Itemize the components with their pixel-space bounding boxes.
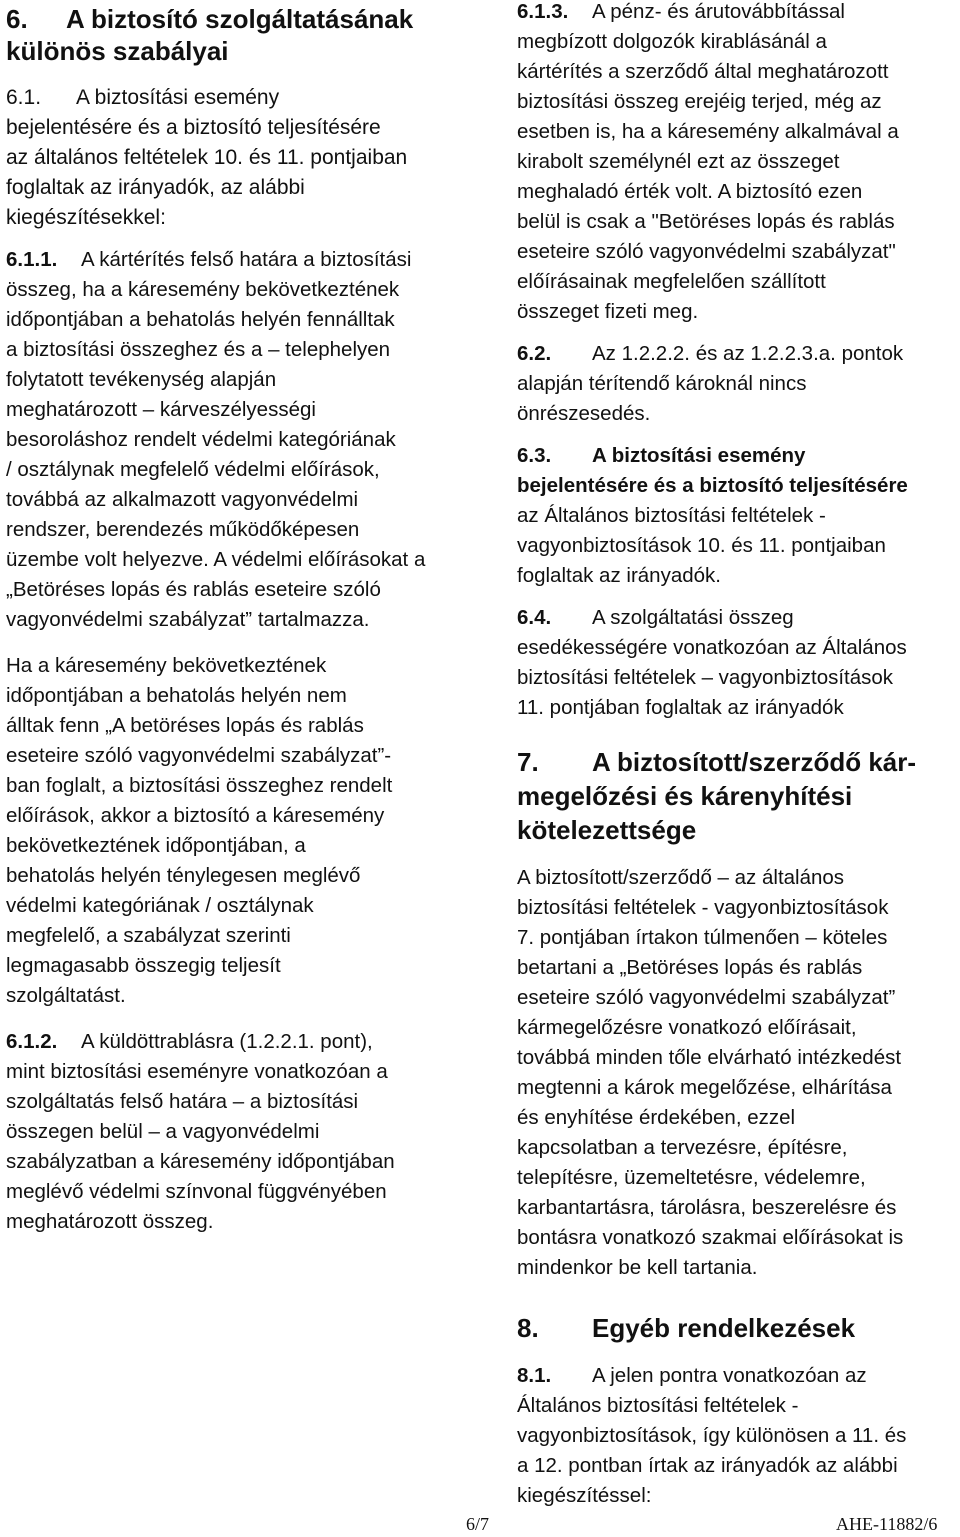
clause-number: 6.1.2. xyxy=(6,1030,58,1053)
left-column xyxy=(6,0,456,1237)
clause-6-1: 6.1. A biztosítási esemény bejelentésére és a biztosító teljesítésére az általános feltételek 10. és 11. pontjaiban foglaltak az irányadók, az alábbi kiegészítésekkel: xyxy=(6,83,456,233)
section-7-body: A biztosított/szerződő – az általános biztosítási feltételek - vagyonbiztosítások 7. pontjában írtakon túlmenően – köteles betartani a „Betöréses lopás és rablás eseteire szóló vagyonvédelmi szabályzat” kármegelőzésre vonatkozó előírásait, továbbá minden tőle elvárható intézkedést megtenni a károk megelőzése, elhárítása és enyhítése érdekében, ezzel kapcsolatban a tervezésre, építésre, telepítésre, üzemeltetésre, védelemre, karbantartásra, tárolásra, beszerelésre és bontásra vonatkozó szakmai előírásokat is mindenkor be kell tartania. xyxy=(517,866,904,1279)
clause-6-4: 6.4. A szolgáltatási összeg esedékességére vonatkozóan az Általános biztosítási feltételek – vagyonbiztosítások 11. pontjában foglaltak az irányadók xyxy=(517,603,957,723)
section-6-heading xyxy=(6,3,456,67)
clause-8-1: 8.1. A jelen pontra vonatkozóan az Általános biztosítási feltételek - vagyonbiztosítások, így különösen a 11. és a 12. pontban írtak az irányadók az alábbi kiegészítéssel: xyxy=(517,1361,957,1511)
section-number: 7. xyxy=(517,747,539,777)
clause-number: 8.1. xyxy=(517,1364,552,1387)
clause-6-3: 6.3. A biztosítási esemény bejelentésére és a biztosító teljesítésére az Általános biztosítási feltételek - vagyonbiztosítások 10. és 11. pontjaiban foglaltak az irányadók. xyxy=(517,441,957,591)
page-number: 6/7 xyxy=(466,1514,490,1534)
paragraph-insurance-limit: Ha a káresemény bekövetkeztének időpontjában a behatolás helyén nem álltak fenn „A betöréses lopás és rablás eseteire szóló vagyonvédelmi szabályzat”- ban foglalt, a biztosítási összeghez rendelt előírások, akkor a biztosító a káresemény bekövetkeztének időpontjában, a behatolás helyén ténylegesen meglévő védelmi kategóriának / osztálynak megfelelő, a szabályzat szerinti legmagasabb összegig teljesít szolgáltatást. xyxy=(6,654,393,1007)
section-title: A biztosított/szerződő kár- xyxy=(592,747,917,777)
section-number: 8. xyxy=(517,1313,539,1343)
clause-6-2: 6.2. Az 1.2.2.2. és az 1.2.2.3.a. pontok alapján térítendő károknál nincs önrészesedés. xyxy=(517,339,957,429)
section-title: Egyéb rendelkezések xyxy=(592,1313,856,1343)
clause-6-1-2: 6.1.2. A küldöttrablásra (1.2.2.1. pont), mint biztosítási eseményre vonatkozóan a szolgáltatás felső határa – a biztosítási összegen belül – a vagyonvédelmi szabályzatban a káresemény időpontjában meglévő védelmi színvonal függvényében meghatározott összeg. xyxy=(6,1027,456,1237)
clause-6-1-3: 6.1.3. A pénz- és árutovábbítással megbízott dolgozók kirablásánál a kártérítés a szerződő által meghatározott biztosítási összeg erejéig terjed, még az esetben is, ha a káresemény alkalmával a kirabolt személynél ezt az összeget meghaladó érték volt. A biztosító ezen belül is csak a "Betöréses lopás és rablás eseteire szóló vagyonvédelmi szabályzat" előírásainak megfelelően szállított összeget fizeti meg. xyxy=(517,0,957,327)
clause-number: 6.1. xyxy=(6,86,42,109)
clause-number: 6.4. xyxy=(517,606,552,629)
clause-number: 6.1.3. xyxy=(517,0,569,23)
clause-6-1-1: 6.1.1. A kártérítés felső határa a biztosítási összeg, ha a káresemény bekövetkeztének időpontjában a behatolás helyén fennálltak a biztosítási összeghez és a – telephelyen folytatott tevékenység alapján meghatározott – kárveszélyességi besoroláshoz rendelt védelmi kategóriának / osztálynak megfelelő védelmi előírások, továbbá az alkalmazott vagyonvédelmi rendszer, berendezés működőképesen üzembe volt helyezve. A védelmi előírásokat a „Betöréses lopás és rablás eseteire szóló vagyonvédelmi szabályzat” tartalmazza. xyxy=(6,245,456,635)
document-code: AHE-11882/6 xyxy=(836,1514,938,1534)
clause-number: 6.1.1. xyxy=(6,248,58,271)
section-number: 6. xyxy=(6,4,28,34)
right-column xyxy=(517,0,957,1511)
section-7-heading: 7. A biztosított/szerződő kár- megelőzési és kárenyhítési kötelezettsége xyxy=(517,747,917,845)
section-title: A biztosító szolgáltatásának xyxy=(66,4,414,34)
clause-number: 6.2. xyxy=(517,342,552,365)
section-title-cont: különös szabályai xyxy=(6,36,229,66)
section-8-heading xyxy=(517,1311,957,1345)
clause-number: 6.3. xyxy=(517,444,552,467)
